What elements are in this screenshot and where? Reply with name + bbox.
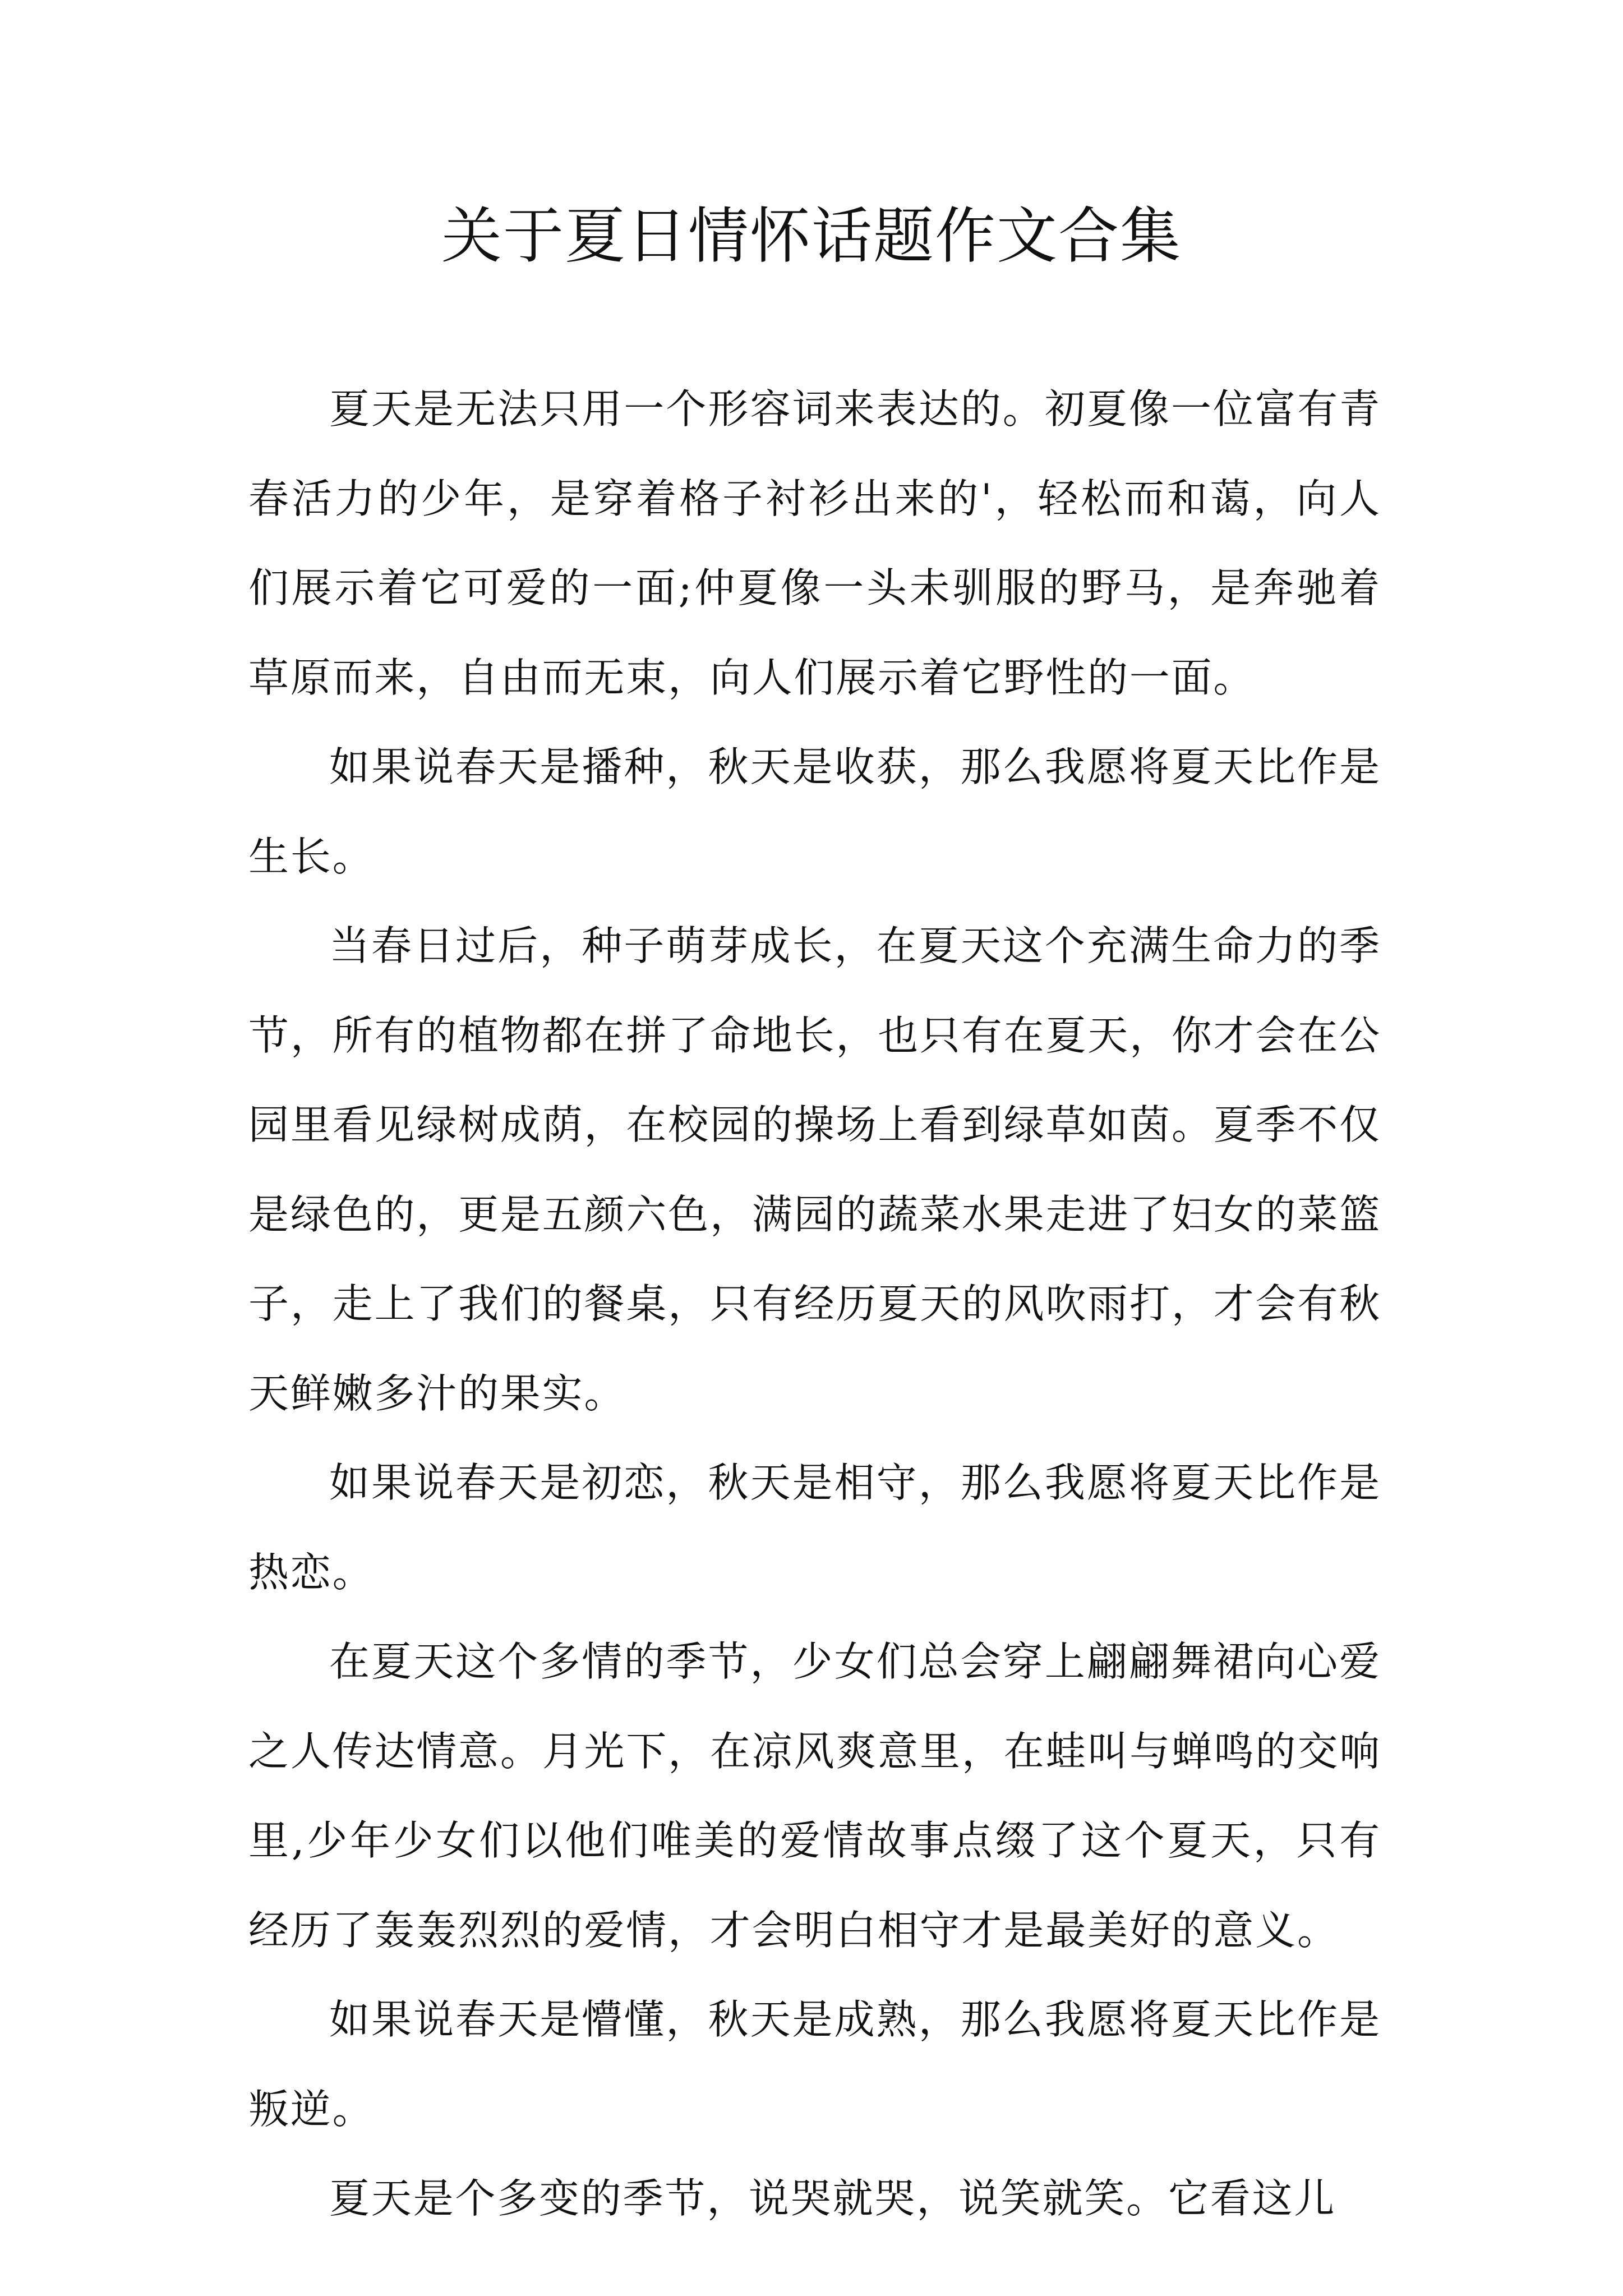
paragraph: 如果说春天是懵懂，秋天是成熟，那么我愿将夏天比作是叛逆。 — [248, 1996, 1381, 2133]
document-body — [248, 365, 1381, 2244]
document-title: 关于夏日情怀话题作文合集 — [441, 201, 1182, 272]
paragraph: 当春日过后，种子萌芽成长，在夏天这个充满生命力的季节，所有的植物都在拼了命地长，也只有在夏天，你才会在公园里看见绿树成荫，在校园的操场上看到绿草如茵。夏季不仅是绿色的，更是五颜六色，满园的蔬菜水果走进了妇女的菜篮子，走上了我们的餐桌，只有经历夏天的风吹雨打，才会有秋天鲜嫩多汁的果实。 — [248, 922, 1381, 1417]
paragraph: 夏天是无法只用一个形容词来表达的。初夏像一位富有青春活力的少年，是穿着格子衬衫出来的'，轻松而和蔼，向人们展示着它可爱的一面;仲夏像一头未驯服的野马，是奔驰着草原而来，自由而无束，向人们展示着它野性的一面。 — [248, 385, 1381, 701]
paragraph: 夏天是个多变的季节，说哭就哭，说笑就笑。它看这儿 — [329, 2175, 1336, 2222]
paragraph: 在夏天这个多情的季节，少女们总会穿上翩翩舞裙向心爱之人传达情意。月光下，在凉风爽意里，在蛙叫与蝉鸣的交响里,少年少女们以他们唯美的爱情故事点缀了这个夏天，只有经历了轰轰烈烈的爱情，才会明白相守才是最美好的意义。 — [248, 1638, 1381, 1954]
paragraph: 如果说春天是播种，秋天是收获，那么我愿将夏天比作是生长。 — [248, 743, 1381, 880]
paragraph: 如果说春天是初恋，秋天是相守，那么我愿将夏天比作是热恋。 — [248, 1459, 1381, 1596]
